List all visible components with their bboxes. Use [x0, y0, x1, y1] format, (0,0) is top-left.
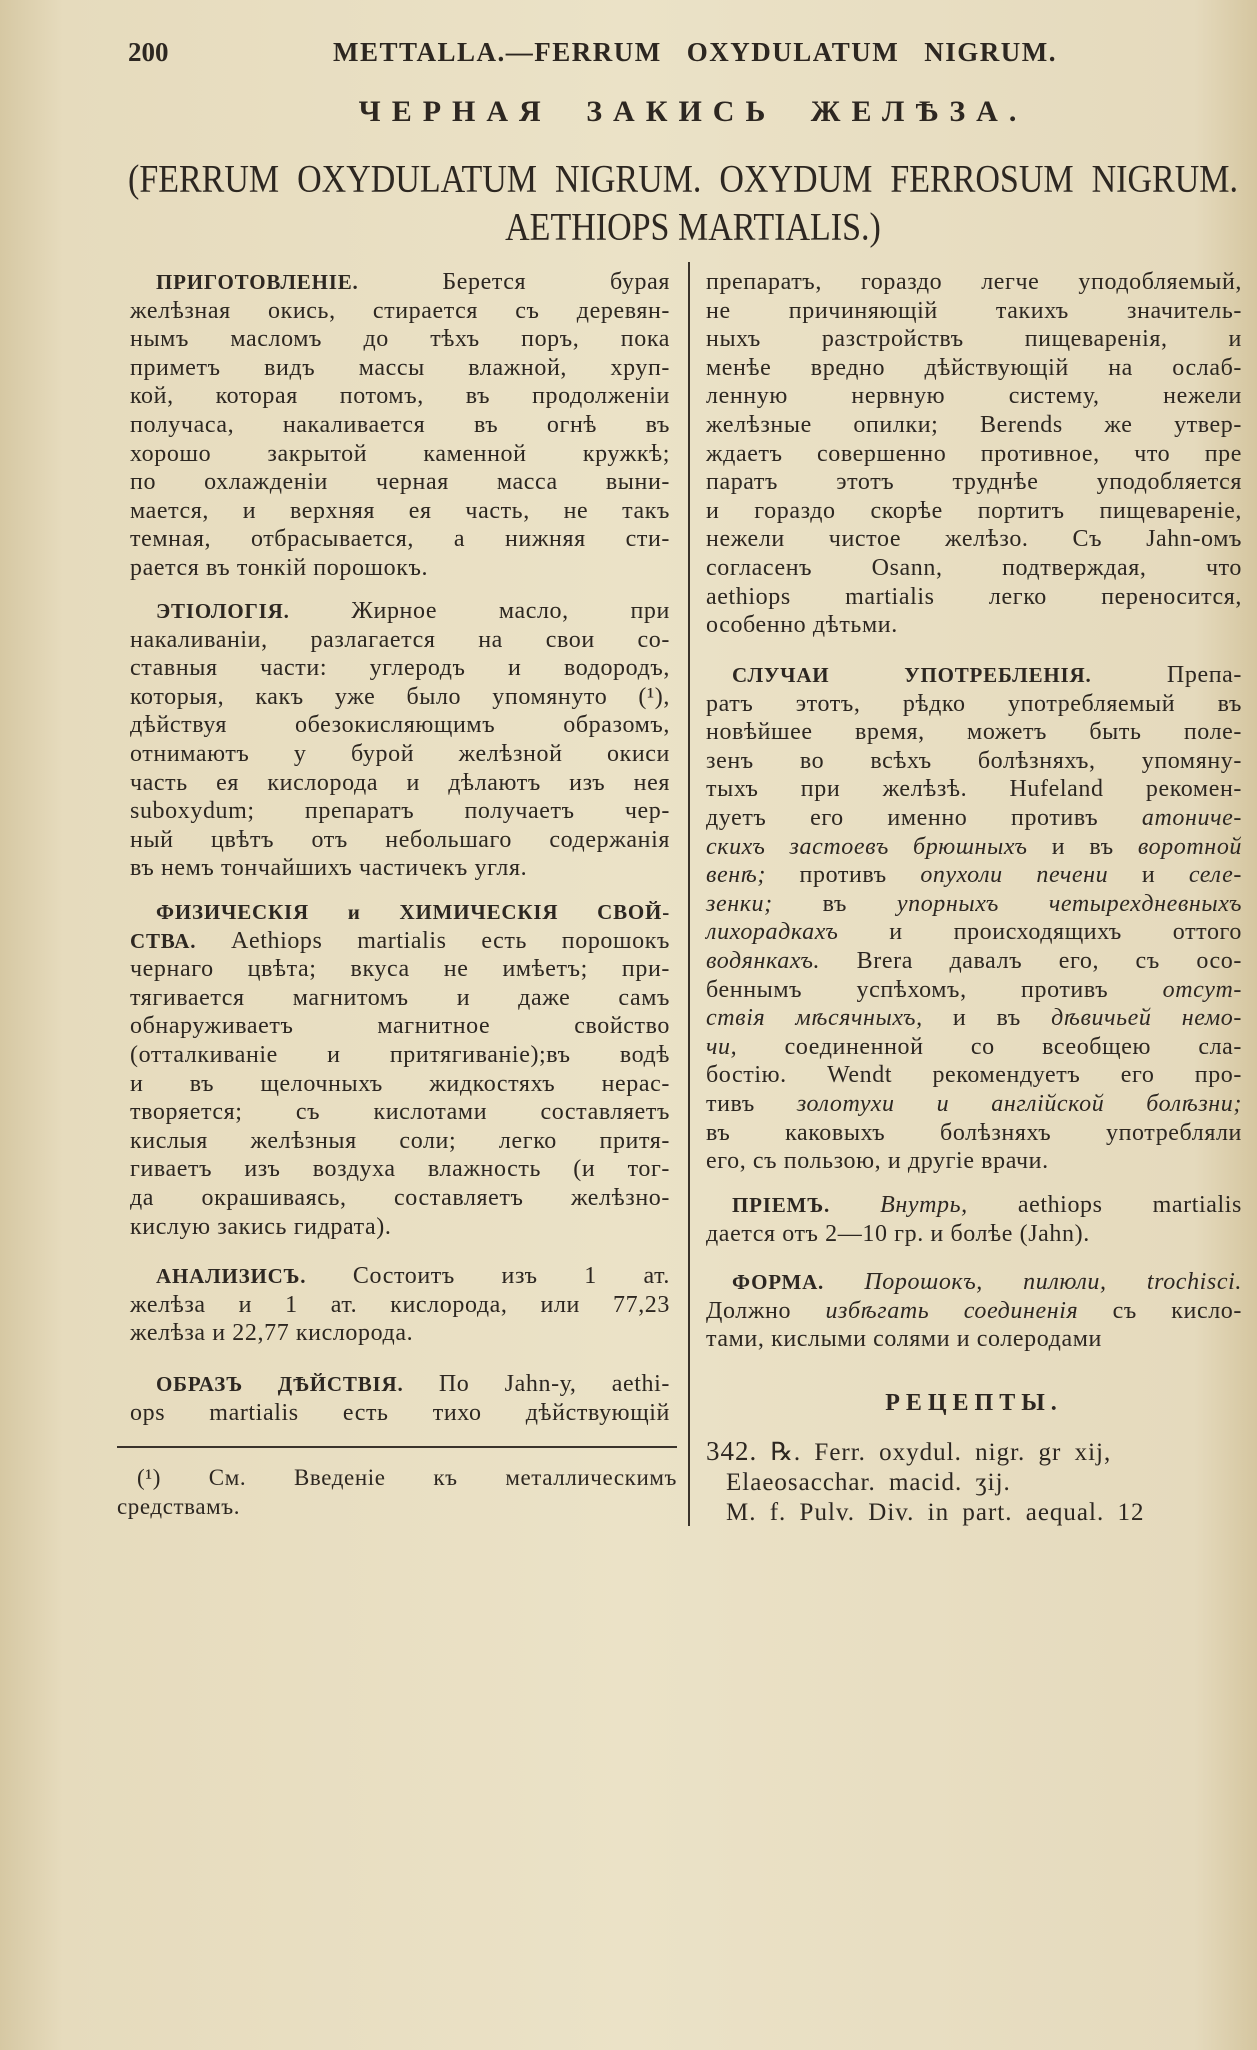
- text-line: [130, 1370, 670, 1399]
- recipe-342: [706, 1436, 1242, 1528]
- text-line: [706, 1191, 1242, 1220]
- section-heading: СЛУЧАИ УПОТРЕБЛЕНІЯ.: [732, 663, 1092, 687]
- emphasis-text: атониче-: [1141, 804, 1242, 831]
- paragraph-etiology: [130, 597, 670, 883]
- line-text: беннымъ успѣхомъ, противъ: [706, 976, 1109, 1003]
- line-text: По Jahn-у, aethi-: [438, 1371, 670, 1397]
- text-line: (отталкиваніе и притягиваніе);въ водѣ: [130, 1041, 670, 1068]
- recipe-number: 342.: [706, 1436, 758, 1466]
- text-line: дѣйствуя обезокисляющимъ образомъ,: [130, 712, 670, 739]
- text-line: приметъ видъ массы влажной, хруп-: [130, 354, 670, 381]
- text-line: не причиняющій такихъ значитель-: [706, 297, 1242, 324]
- line-text: противъ: [799, 862, 887, 889]
- section-heading: ЭТІОЛОГІЯ.: [156, 599, 290, 623]
- line-text: aethiops martialis: [1017, 1192, 1242, 1218]
- text-line: дается отъ 2—10 гр. и болѣе (Jahn).: [706, 1220, 1090, 1247]
- text-line: бостію. Wendt рекомендуетъ его про-: [706, 1062, 1242, 1089]
- emphasis-text: лихорадкахъ: [706, 919, 839, 946]
- paragraph-uses: [706, 661, 1242, 1176]
- line-text: и въ: [952, 1005, 1021, 1032]
- emphasis-text: дѣвичьей немо-: [1051, 1005, 1242, 1032]
- text-line: кислую закись гидрата).: [130, 1213, 392, 1240]
- text-line: тягивается магнитомъ и даже самъ: [130, 984, 670, 1011]
- recipe-line: M. f. Pulv. Div. in part. aequal. 12: [726, 1499, 1145, 1526]
- emphasis-text: чи,: [706, 1033, 738, 1060]
- paragraph-preparation: [130, 268, 670, 583]
- text-line: [706, 918, 1242, 947]
- text-line: ленную нервную систему, нежели: [706, 383, 1242, 410]
- text-line: согласенъ Osann, подтверждая, что: [706, 554, 1242, 581]
- latin-title-line-1: (FERRUM OXYDULATUM NIGRUM. OXYDUM FERROSUM NIGRUM.: [128, 158, 1238, 201]
- text-line: нежели чистое желѣзо. Съ Jahn-омъ: [706, 526, 1242, 553]
- emphasis-text: водянкахъ.: [706, 947, 821, 974]
- text-line: его, съ пользою, и другіе врачи.: [706, 1148, 1049, 1175]
- text-line: [706, 1090, 1242, 1119]
- text-line: хорошо закрытой каменной кружкѣ;: [130, 440, 670, 467]
- text-line: ратъ этотъ, рѣдко употребляемый въ: [706, 690, 1242, 717]
- text-line: накаливаніи, разлагается на свои со-: [130, 626, 670, 653]
- text-line: [130, 597, 670, 626]
- emphasis-text: селе-: [1188, 862, 1242, 889]
- text-line: ждаетъ совершенно противное, что пре: [706, 440, 1242, 467]
- recipes-heading: РЕЦЕПТЫ.: [885, 1390, 1063, 1416]
- text-line: и въ щелочныхъ жидкостяхъ нерас-: [130, 1070, 670, 1097]
- line-text: Состоитъ изъ 1 ат.: [352, 1263, 670, 1289]
- line-text: Brera давалъ его, съ осо-: [856, 947, 1242, 974]
- text-line: часть ея кислорода и дѣлаютъ изъ нея: [130, 769, 670, 796]
- text-line: [706, 976, 1242, 1005]
- line-text: и происходящихъ оттого: [889, 919, 1242, 946]
- emphasis-text: скихъ застоевъ брюшныхъ: [706, 833, 1028, 860]
- text-line: желѣзная окись, стирается съ деревян-: [130, 297, 670, 324]
- emphasis-text: воротной: [1137, 833, 1243, 860]
- text-line: да окрашиваясь, составляетъ желѣзно-: [130, 1184, 670, 1211]
- section-heading: ФИЗИЧЕСКІЯ и ХИМИЧЕСКІЯ СВОЙ-: [156, 900, 670, 924]
- recipe-line: Elaeosacchar. macid. ʒij.: [726, 1469, 1011, 1496]
- running-header: METTALLA.—FERRUM OXYDULATUM NIGRUM.: [333, 37, 1057, 67]
- text-line: кой, которая потомъ, въ продолженіи: [130, 383, 670, 410]
- text-line: [706, 861, 1242, 890]
- line-text: дуетъ его именно противъ: [706, 804, 1099, 831]
- page-title: ЧЕРНАЯ ЗАКИСЬ ЖЕЛѢЗА.: [358, 95, 1028, 128]
- text-line: suboxydum; препаратъ получаетъ чер-: [130, 798, 670, 825]
- text-line: и гораздо скорѣе портитъ пищевареніе,: [706, 497, 1242, 524]
- text-line: тами, кислыми солями и солеродами: [706, 1326, 1102, 1353]
- line-text: ℞. Ferr. oxydul. nigr. gr xij,: [770, 1439, 1112, 1466]
- text-line: темная, отбрасывается, а нижняя сти-: [130, 526, 670, 553]
- section-heading: ПРІЕМЪ.: [732, 1193, 831, 1217]
- text-line: особенно дѣтьми.: [706, 612, 898, 639]
- text-line: въ немъ тончайшихъ частичекъ угля.: [130, 855, 528, 882]
- text-line: [706, 947, 1242, 976]
- text-line: кислыя желѣзныя соли; легко притя-: [130, 1127, 670, 1154]
- line-text: Берется бурая: [442, 269, 670, 295]
- emphasis-text: опухоли печени: [920, 862, 1109, 889]
- line-text: Должно: [706, 1297, 792, 1324]
- line-text: и: [1141, 862, 1156, 889]
- text-line: [706, 804, 1242, 833]
- text-line: [706, 1033, 1242, 1062]
- section-heading: СТВА.: [130, 928, 197, 953]
- text-line: ный цвѣтъ отъ небольшаго содержанія: [130, 826, 670, 853]
- text-line: въ каковыхъ болѣзняхъ употребляли: [706, 1119, 1242, 1146]
- emphasis-text: золотухи и англійской болѣзни;: [796, 1090, 1242, 1117]
- line-text: съ кисло-: [1112, 1297, 1242, 1324]
- text-line: отнимаютъ у бурой желѣзной окиси: [130, 740, 670, 767]
- line-text: и въ: [1051, 833, 1114, 860]
- emphasis-text: Внутрь,: [880, 1192, 968, 1218]
- section-heading: АНАЛИЗИСЪ.: [156, 1264, 307, 1288]
- text-line: ныхъ разстройствъ пищеваренія, и: [706, 326, 1242, 353]
- text-line: [706, 1297, 1242, 1326]
- recipe-line: [706, 1436, 1242, 1468]
- text-line: [706, 833, 1242, 862]
- text-line: [130, 1262, 670, 1291]
- line-text: тивъ: [706, 1090, 755, 1117]
- footnote-rule: [117, 1446, 677, 1448]
- latin-title-line-2: AETHIOPS MARTIALIS.): [505, 206, 881, 249]
- text-line: [130, 927, 670, 956]
- paragraph-dosage: [706, 1191, 1242, 1248]
- emphasis-text: ствія мѣсячныхъ,: [706, 1005, 923, 1032]
- emphasis-text: избѣгать соединенія: [825, 1297, 1079, 1324]
- text-line: по охлажденіи черная масса выни-: [130, 469, 670, 496]
- text-line: желѣза и 22,77 кислорода.: [130, 1320, 414, 1347]
- text-line: менѣе вредно дѣйствующій на ослаб-: [706, 354, 1242, 381]
- emphasis-text: Порошокъ, пилюли, trochisci.: [864, 1269, 1242, 1295]
- text-line: [706, 1268, 1242, 1297]
- text-line: [130, 898, 670, 927]
- text-line: желѣза и 1 ат. кислорода, или 77,23: [130, 1291, 670, 1318]
- page-number: 200: [128, 37, 169, 67]
- line-text: Жирное масло, при: [351, 598, 670, 624]
- text-line: [706, 890, 1242, 919]
- section-heading: ФОРМА.: [732, 1270, 825, 1294]
- text-line: нымъ масломъ до тѣхъ поръ, пока: [130, 326, 670, 353]
- paragraph-continuation: [706, 268, 1242, 640]
- text-line: получаса, накаливается въ огнѣ въ: [130, 411, 670, 438]
- text-line: которыя, какъ уже было упомянуто (¹),: [130, 683, 670, 710]
- emphasis-text: упорныхъ четырехдневныхъ: [896, 890, 1242, 917]
- text-line: (¹) См. Введеніе къ металлическимъ: [137, 1465, 677, 1490]
- emphasis-text: венѣ;: [706, 862, 766, 889]
- column-divider: [688, 262, 690, 1526]
- text-line: мается, и верхняя ея часть, не такъ: [130, 497, 670, 524]
- text-line: зенъ во всѣхъ болѣзняхъ, упомяну-: [706, 747, 1242, 774]
- text-line: тыхъ при желѣзѣ. Hufeland рекомен-: [706, 776, 1242, 803]
- line-text: Препа-: [1166, 662, 1242, 688]
- text-line: ops martialis есть тихо дѣйствующій: [130, 1399, 670, 1426]
- line-text: Aethiops martialis есть порошокъ: [231, 927, 670, 954]
- emphasis-text: зенки;: [706, 890, 773, 917]
- text-line: паратъ этотъ труднѣе уподобляется: [706, 469, 1242, 496]
- section-heading: ОБРАЗЪ ДѢЙСТВІЯ.: [156, 1372, 404, 1396]
- paragraph-action: [130, 1370, 670, 1427]
- footnote: [117, 1464, 677, 1521]
- text-line: гиваетъ изъ воздуха влажность (и тог-: [130, 1156, 670, 1183]
- line-text: соединенной со всеобщею сла-: [784, 1033, 1242, 1060]
- section-heading: ПРИГОТОВЛЕНІЕ.: [156, 270, 359, 294]
- paragraph-form: [706, 1268, 1242, 1354]
- paragraph-analysis: [130, 1262, 670, 1348]
- text-line: творяется; съ кислотами составляетъ: [130, 1099, 670, 1126]
- text-line: рается въ тонкій порошокъ.: [130, 554, 429, 581]
- emphasis-text: отсут-: [1162, 976, 1242, 1003]
- text-line: препаратъ, гораздо легче уподобляемый,: [706, 269, 1242, 295]
- text-line: желѣзные опилки; Berends же утвер-: [706, 411, 1242, 438]
- text-line: [130, 268, 670, 297]
- text-line: обнаруживаетъ магнитное свойство: [130, 1013, 670, 1040]
- text-line: [706, 661, 1242, 690]
- paragraph-properties: [130, 898, 670, 1241]
- text-line: ставныя части: углеродъ и водородъ,: [130, 655, 670, 682]
- line-text: въ: [822, 890, 847, 917]
- text-line: средствамъ.: [117, 1493, 241, 1519]
- text-line: aethiops martialis легко переносится,: [706, 583, 1242, 610]
- text-line: [706, 1004, 1242, 1033]
- text-line: чернаго цвѣта; вкуса не имѣетъ; при-: [130, 956, 670, 983]
- text-line: новѣйшее время, можетъ быть поле-: [706, 719, 1242, 746]
